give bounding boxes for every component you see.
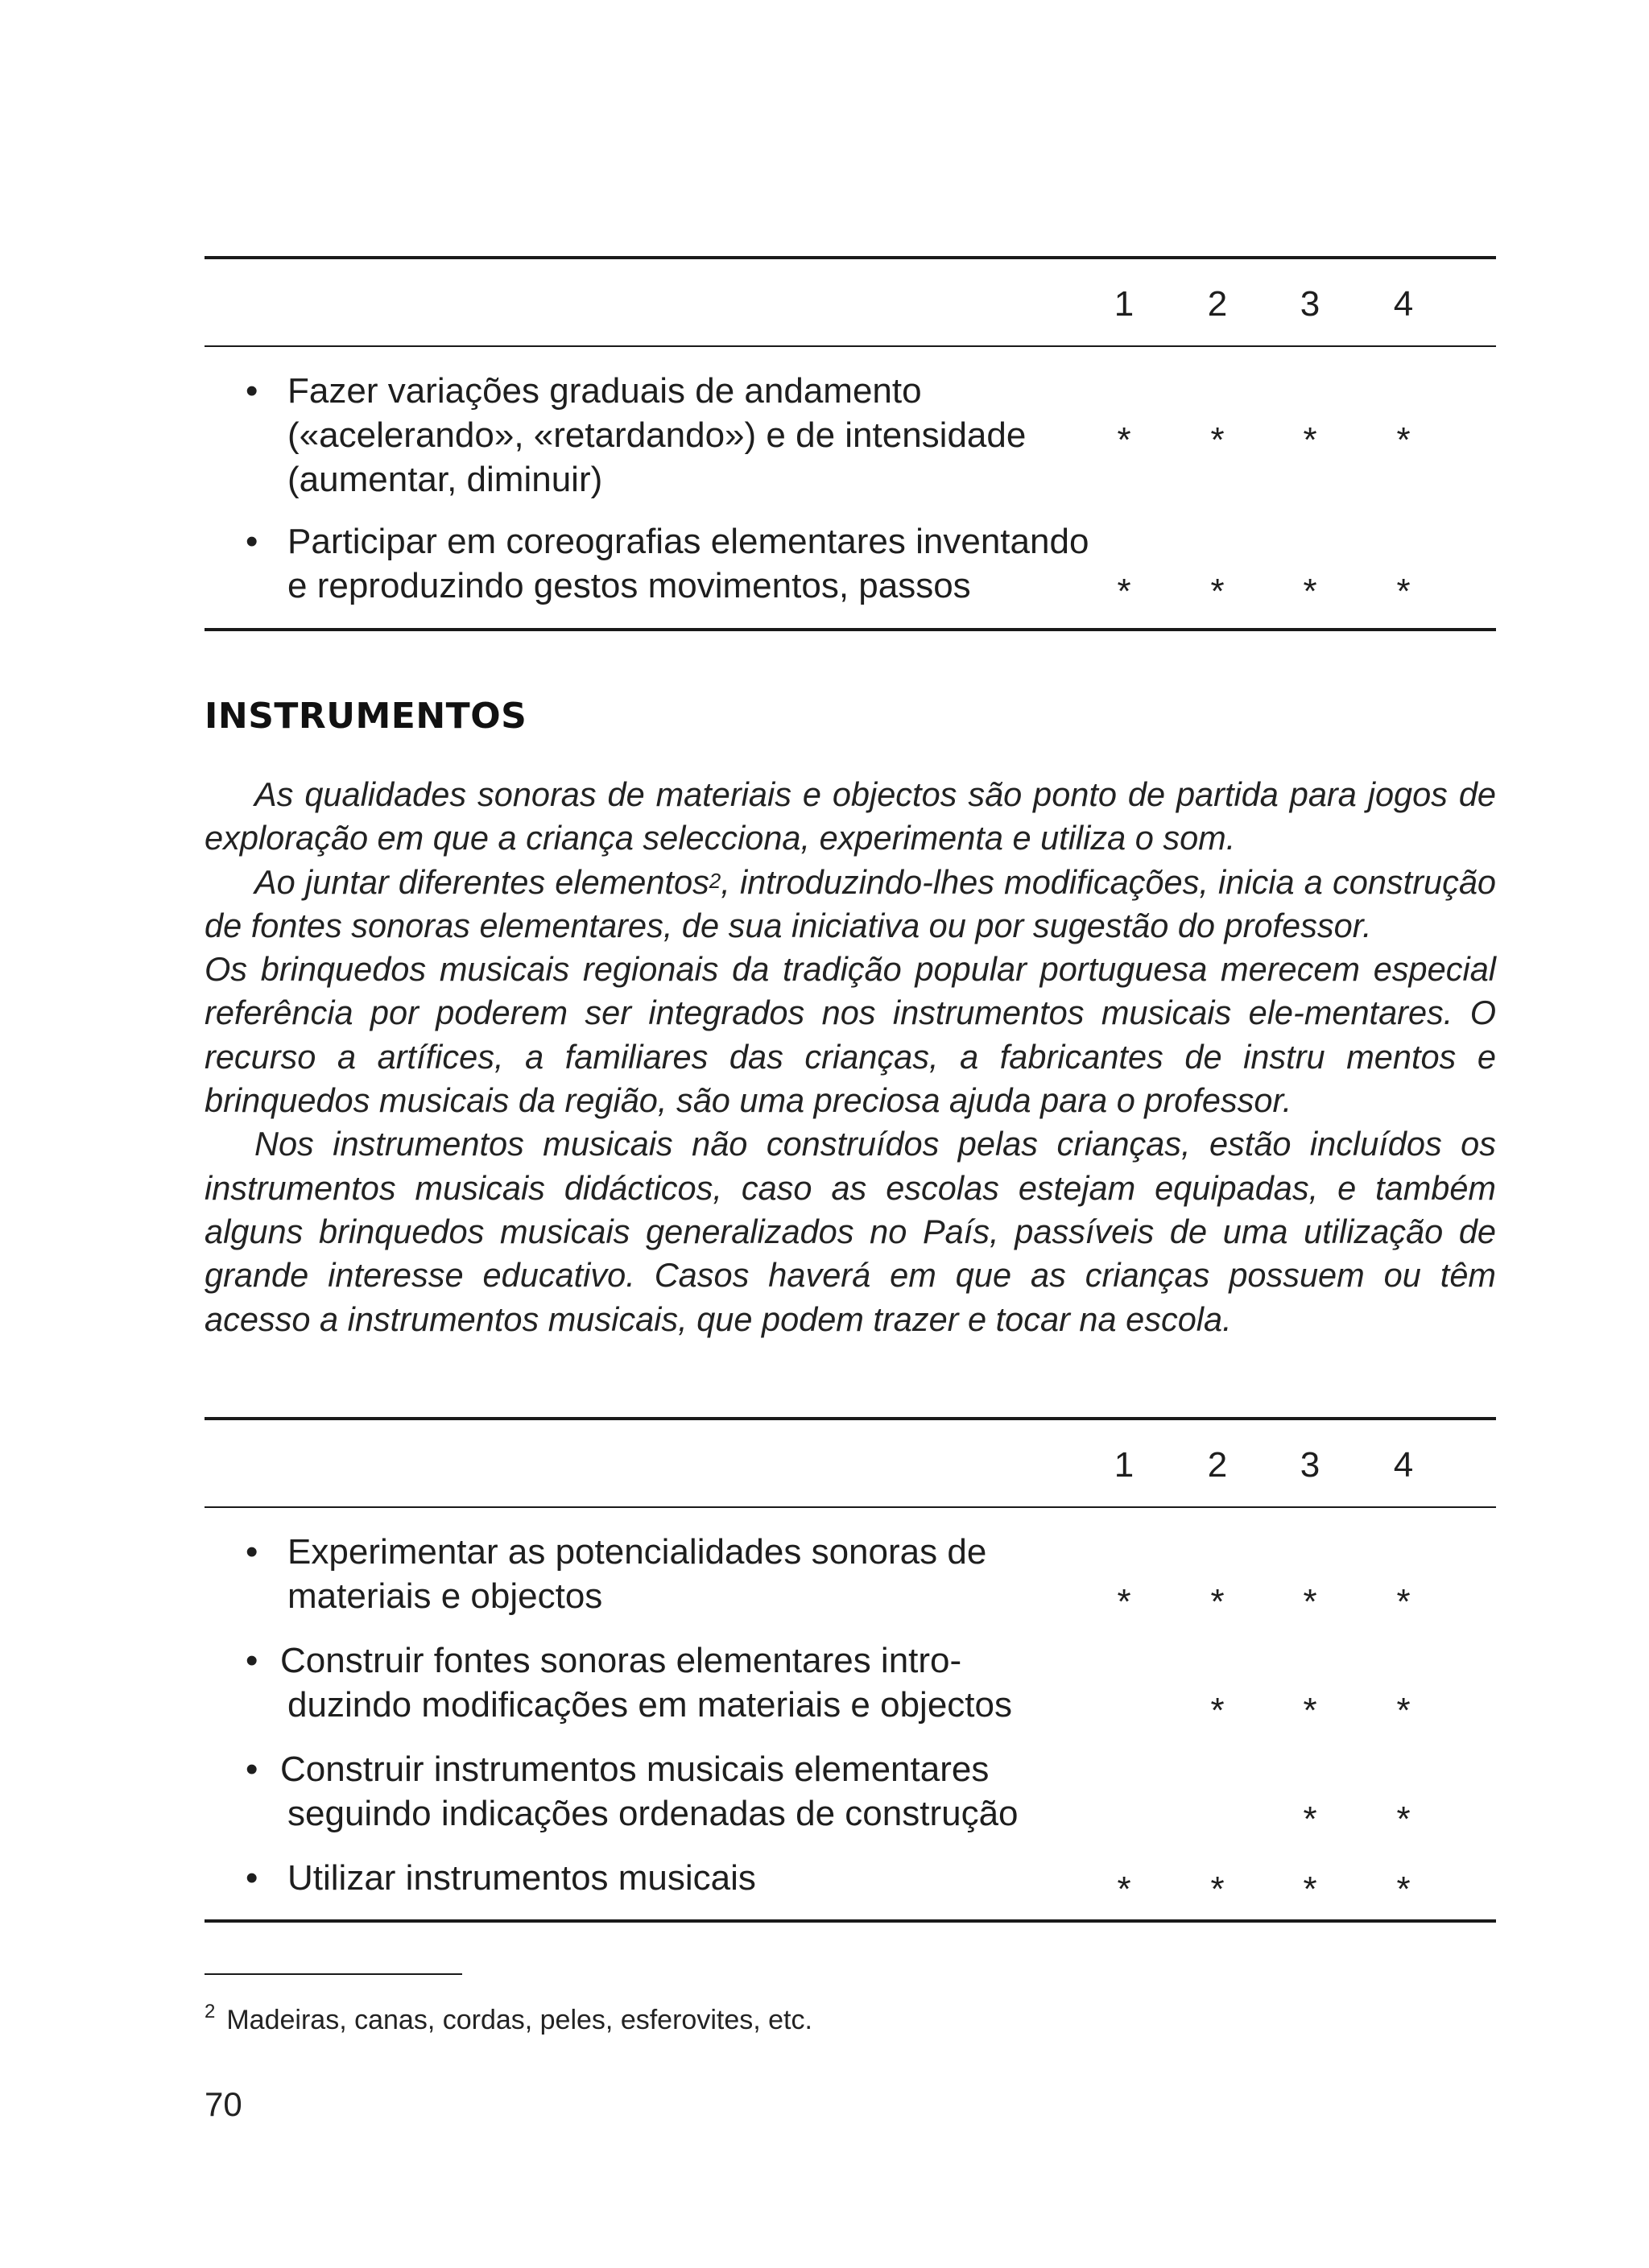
table2-row-4-mark-3: * [1303, 1869, 1317, 1909]
row-line: e reproduzindo gestos movimentos, passos [287, 566, 971, 605]
table1-row-2-mark-1: * [1117, 572, 1131, 611]
paragraph-2-start: Ao juntar diferentes elementos [254, 862, 709, 901]
footnote-number: 2 [205, 2001, 216, 2022]
table1-row-2-mark-4: * [1396, 572, 1411, 611]
row-line: («acelerando», «retardando») e de intensidade [287, 415, 1027, 455]
row-line: Participar em coreografias elementares inventando [287, 522, 1089, 561]
table2-row-2-mark-2: * [1210, 1691, 1225, 1730]
table2-row-1-mark-4: * [1396, 1582, 1411, 1621]
table1-row-1-mark-4: * [1396, 420, 1411, 460]
table1-row-2-mark-3: * [1303, 572, 1317, 611]
paragraph-1: As qualidades sonoras de materiais e objectos são ponto de partida para jogos de exploração em que a criança selecciona, experimenta e utiliza o som. [205, 775, 1496, 857]
table2-col-4: 4 [1393, 1445, 1414, 1485]
footnote [205, 2001, 812, 2036]
table1-col-2: 2 [1207, 284, 1228, 324]
footnote-reference: 2 [709, 868, 721, 893]
row-line: seguindo indicações ordenadas de construção [287, 1794, 1019, 1833]
table2-row-4 [246, 1856, 1093, 1900]
table2-col-3: 3 [1300, 1445, 1320, 1485]
row-line: duzindo modificações em materiais e objectos [287, 1685, 1013, 1725]
row-line: (aumentar, diminuir) [287, 460, 603, 499]
bullet-icon: • [246, 1858, 258, 1898]
table1-row-1-mark-2: * [1210, 420, 1225, 460]
table1-row-2 [246, 519, 1093, 608]
table2-bottom-rule [205, 1919, 1496, 1923]
table1-row-1-mark-1: * [1117, 420, 1131, 460]
row-line: Fazer variações graduais de andamento [287, 371, 922, 411]
bullet-icon: • [246, 1750, 258, 1789]
table2-row-2 [246, 1638, 1085, 1727]
table2-row-4-mark-1: * [1117, 1869, 1131, 1909]
bullet-icon: • [246, 371, 258, 411]
table1-row-2-mark-2: * [1210, 572, 1225, 611]
table2-row-4-mark-2: * [1210, 1869, 1225, 1909]
table2-row-1-mark-2: * [1210, 1582, 1225, 1621]
table2-header-rule [205, 1506, 1496, 1508]
table2-col-2: 2 [1207, 1445, 1228, 1485]
table1-bottom-rule [205, 628, 1496, 631]
bullet-icon: • [246, 522, 258, 561]
footnote-rule [205, 1973, 462, 1975]
table2-col-1: 1 [1114, 1445, 1134, 1485]
paragraph-2-end: , introduzindo-lhes modificações, inicia a construção de fontes sonoras elementares, de sua iniciativa ou por sugestão do professor. [205, 862, 1497, 944]
bullet-icon: • [246, 1532, 258, 1572]
table2-row-4-mark-4: * [1396, 1869, 1411, 1909]
table2-top-rule [205, 1417, 1496, 1420]
section-heading: INSTRUMENTOS [205, 696, 527, 737]
row-line: materiais e objectos [287, 1576, 603, 1616]
table1-row-1 [246, 369, 1093, 502]
table2-row-3-mark-4: * [1396, 1799, 1411, 1839]
table2-row-3 [246, 1747, 1085, 1836]
bullet-icon: • [246, 1641, 258, 1680]
paragraph-3: Os brinquedos musicais regionais da tradição popular portuguesa merecem especial referência por poderem ser integrados nos instrumentos musicais ele-mentares. O recurso a artífices, a familiares das crianças, a fabricantes de instru mentos e brinquedos musicais da região, são uma preciosa ajuda para o professor. [205, 950, 1496, 1120]
row-line: Construir fontes sonoras elementares intro- [280, 1641, 962, 1680]
table2-row-1-mark-3: * [1303, 1582, 1317, 1621]
row-line: Construir instrumentos musicais elementares [280, 1750, 990, 1789]
table1-col-4: 4 [1393, 284, 1414, 324]
table2-row-1-mark-1: * [1117, 1582, 1131, 1621]
table2-row-3-mark-3: * [1303, 1799, 1317, 1839]
row-line: Utilizar instrumentos musicais [287, 1858, 756, 1898]
section-body [205, 773, 1496, 1341]
table1-row-1-mark-3: * [1303, 420, 1317, 460]
table1-col-1: 1 [1114, 284, 1134, 324]
table2-row-2-mark-4: * [1396, 1691, 1411, 1730]
table2-row-1 [246, 1530, 1093, 1618]
footnote-text: Madeiras, canas, cordas, peles, esferovites, etc. [226, 2005, 812, 2035]
paragraph-2 [205, 861, 1496, 948]
paragraph-4: Nos instrumentos musicais não construídos pelas crianças, estão incluídos os instrumentos musicais didácticos, caso as escolas estejam equipadas, e também alguns brinquedos musicais generalizados no País, passíveis de uma utilização de grande interesse educativo. Casos haverá em que as crianças possuem ou têm acesso a instrumentos musicais, que podem trazer e tocar na escola. [205, 1125, 1496, 1338]
row-line: Experimentar as potencialidades sonoras de [287, 1532, 987, 1572]
table1-col-3: 3 [1300, 284, 1320, 324]
table1-header-rule [205, 345, 1496, 347]
page-number: 70 [205, 2085, 242, 2123]
table1-top-rule [205, 256, 1496, 259]
table2-row-2-mark-3: * [1303, 1691, 1317, 1730]
